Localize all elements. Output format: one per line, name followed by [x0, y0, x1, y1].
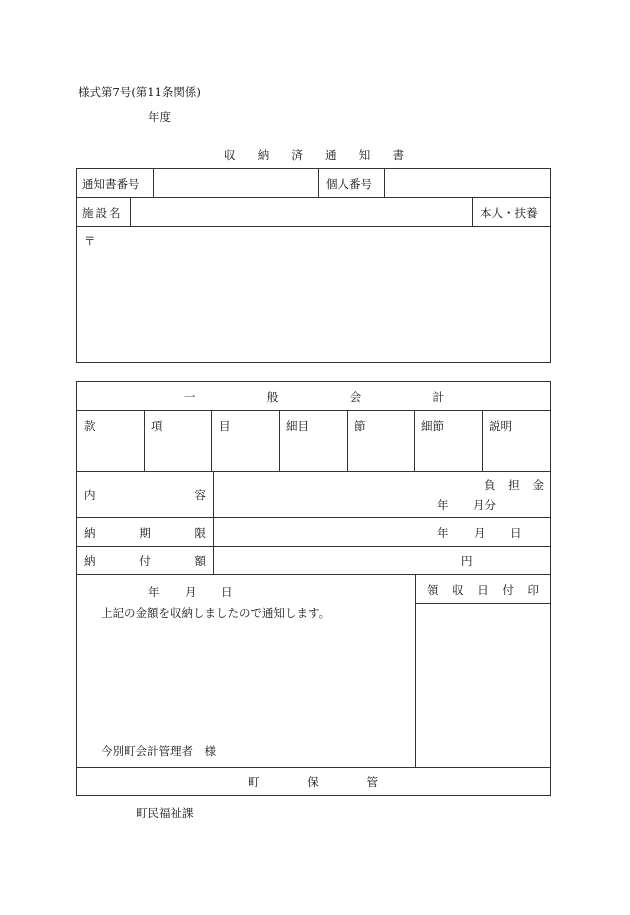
deadline-day: 日 [510, 526, 522, 540]
stamp-label-char: 収 [452, 583, 464, 597]
notice-date-month: 月 [185, 585, 197, 599]
column-kou: 項 [151, 419, 163, 433]
department-name: 町民福祉課 [136, 806, 194, 820]
address-field[interactable] [100, 233, 540, 353]
burden-year: 年 [437, 498, 449, 512]
general-account-heading [184, 389, 444, 405]
column-kan: 款 [84, 419, 96, 433]
title-char: 済 [291, 148, 303, 162]
heading-char: 一 [184, 390, 196, 404]
column-setsu: 節 [354, 419, 366, 433]
postal-mark: 〒 [84, 234, 96, 248]
storage-label-char: 保 [307, 775, 319, 789]
town-storage-label [248, 774, 378, 790]
notice-number-field[interactable] [158, 176, 313, 192]
heading-char: 般 [266, 390, 279, 404]
heading-char: 計 [432, 390, 444, 404]
personal-number-label: 個人番号 [326, 177, 372, 191]
addressee: 今別町会計管理者 様 [101, 744, 216, 758]
burden-label-char: 負 [484, 478, 496, 492]
personal-number-field[interactable] [389, 176, 544, 192]
title-char: 収 [224, 148, 236, 162]
deadline-year: 年 [437, 526, 449, 540]
fiscal-year-label: 年度 [148, 110, 171, 124]
receipt-stamp-area[interactable] [420, 608, 546, 762]
title-char: 通 [325, 148, 337, 162]
title-char: 知 [358, 148, 371, 162]
title-char: 書 [392, 148, 404, 162]
burden-month: 月分 [473, 498, 496, 512]
burden-label [484, 477, 544, 493]
amount-label-char: 額 [194, 554, 206, 568]
content-label [84, 487, 206, 503]
heading-char: 会 [349, 390, 362, 404]
deadline-label-char: 限 [194, 526, 206, 540]
form-number: 様式第7号(第11条関係) [78, 85, 201, 99]
deadline-month: 月 [474, 526, 486, 540]
amount-label-char: 付 [139, 554, 151, 568]
stamp-label-char: 印 [527, 583, 539, 597]
stamp-label-char: 付 [502, 583, 514, 597]
receipt-stamp-label [427, 582, 539, 598]
stamp-label-char: 領 [427, 583, 439, 597]
relation-label: 本人・扶養 [480, 206, 538, 220]
deadline-label [84, 525, 206, 541]
document-title [224, 147, 404, 163]
content-label-char: 内 [84, 488, 96, 502]
content-label-char: 容 [194, 488, 206, 502]
storage-label-char: 町 [248, 775, 260, 789]
notice-date-day: 日 [221, 585, 233, 599]
stamp-label-char: 日 [477, 583, 489, 597]
notice-text: 上記の金額を収納しましたので通知します。 [101, 606, 331, 620]
amount-unit: 円 [461, 554, 473, 568]
burden-label-char: 金 [532, 478, 544, 492]
deadline-label-char: 期 [139, 526, 151, 540]
column-saisetsu: 細節 [421, 419, 444, 433]
column-moku: 目 [219, 419, 231, 433]
notice-date-year: 年 [148, 585, 160, 599]
amount-label-char: 納 [84, 554, 96, 568]
facility-field[interactable] [136, 205, 466, 221]
column-setsumei: 説明 [489, 419, 512, 433]
title-char: 納 [257, 148, 270, 162]
facility-label: 施設名 [82, 206, 123, 220]
notice-number-label: 通知書番号 [82, 177, 140, 191]
amount-label [84, 553, 206, 569]
storage-label-char: 管 [366, 775, 378, 789]
deadline-label-char: 納 [84, 526, 96, 540]
burden-label-char: 担 [508, 478, 520, 492]
column-saimoku: 細目 [286, 419, 309, 433]
